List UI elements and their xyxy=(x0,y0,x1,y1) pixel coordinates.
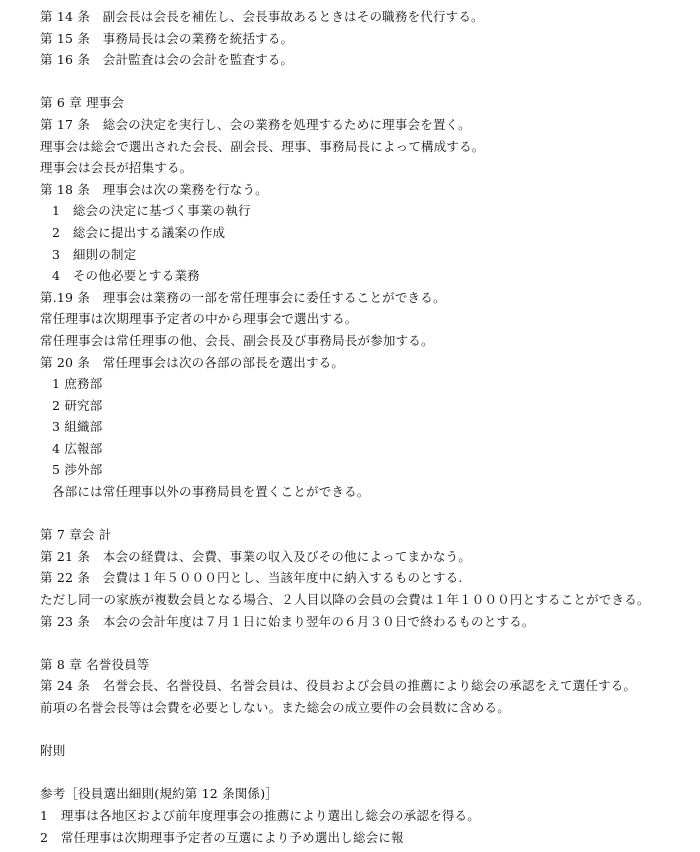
article-20-item-4: 4 広報部 xyxy=(52,440,103,456)
supplementary-provisions-heading: 附則 xyxy=(40,743,66,759)
article-18: 第 18 条 理事会は次の業務を行なう。 xyxy=(40,181,268,197)
article-22-para-2: ただし同一の家族が複数会員となる場合、２人目以降の会員の会費は１年１０００円とすることができる。 xyxy=(40,592,650,608)
article-15: 第 15 条 事務局長は会の業務を統括する。 xyxy=(40,30,294,46)
reference-heading: 参考［役員選出細則(規約第 12 条関係)］ xyxy=(40,786,279,802)
blank-line xyxy=(40,719,690,741)
reference-item-2: 2 常任理事は次期理事予定者の互選により予め選出し総会に報 xyxy=(40,829,404,845)
article-20-item-3: 3 組織部 xyxy=(52,419,103,435)
article-23: 第 23 条 本会の会計年度は７月１日に始まり翌年の６月３０日で終わるものとする。 xyxy=(40,613,535,629)
article-19-para-3: 常任理事会は常任理事の他、会長、副会長及び事務局長が参加する。 xyxy=(40,332,434,348)
blank-line xyxy=(40,762,690,784)
article-14: 第 14 条 副会長は会長を補佐し、会長事故あるときはその職務を代行する。 xyxy=(40,9,484,24)
reference-item-1: 1 理事は各地区および前年度理事会の推薦により選出し総会の承認を得る。 xyxy=(40,807,480,823)
document-body xyxy=(40,6,690,848)
article-20-item-2: 2 研究部 xyxy=(52,397,103,413)
chapter-7-heading: 第 7 章会 計 xyxy=(40,527,112,543)
article-16: 第 16 条 会計監査は会の会計を監査する。 xyxy=(40,52,294,68)
article-18-item-3: 3 細則の制定 xyxy=(52,246,137,262)
blank-line xyxy=(40,632,690,654)
article-20-para-2: 各部には常任理事以外の事務局員を置くことができる。 xyxy=(52,484,370,500)
article-18-item-2: 2 総会に提出する議案の作成 xyxy=(52,224,226,240)
article-17: 第 17 条 総会の決定を実行し、会の業務を処理するために理事会を置く。 xyxy=(40,116,471,132)
article-21: 第 21 条 本会の経費は、会費、事業の収入及びその他によってまかなう。 xyxy=(40,548,472,564)
article-24: 第 24 条 名誉会長、名誉役員、名誉会員は、役員および会員の推薦により総会の承認をえて選任する。 xyxy=(40,678,637,694)
article-19-para-2: 常任理事は次期理事予定者の中から理事会で選出する。 xyxy=(40,311,358,327)
blank-line xyxy=(40,503,690,525)
article-20-item-5: 5 渉外部 xyxy=(52,462,103,478)
article-18-item-4: 4 その他必要とする業務 xyxy=(52,268,200,284)
article-24-para-2: 前項の名誉会長等は会費を必要としない。また総会の成立要件の会員数に含める。 xyxy=(40,700,510,715)
article-17-para-3: 理事会は会長が招集する。 xyxy=(40,160,193,176)
chapter-6-heading: 第 6 章 理事会 xyxy=(40,95,125,111)
chapter-8-heading: 第 8 章 名誉役員等 xyxy=(40,656,150,672)
article-20-item-1: 1 庶務部 xyxy=(52,376,103,392)
article-20: 第 20 条 常任理事会は次の各部の部長を選出する。 xyxy=(40,354,345,370)
article-17-para-2: 理事会は総会で選出された会長、副会長、理事、事務局長によって構成する。 xyxy=(40,138,485,154)
blank-line xyxy=(40,71,690,93)
article-18-item-1: 1 総会の決定に基づく事業の執行 xyxy=(52,203,251,219)
article-19: 第.19 条 理事会は業務の一部を常任理事会に委任することができる。 xyxy=(40,289,446,305)
article-22: 第 22 条 会費は１年５０００円とし、当該年度中に納入するものとする. xyxy=(40,570,463,586)
